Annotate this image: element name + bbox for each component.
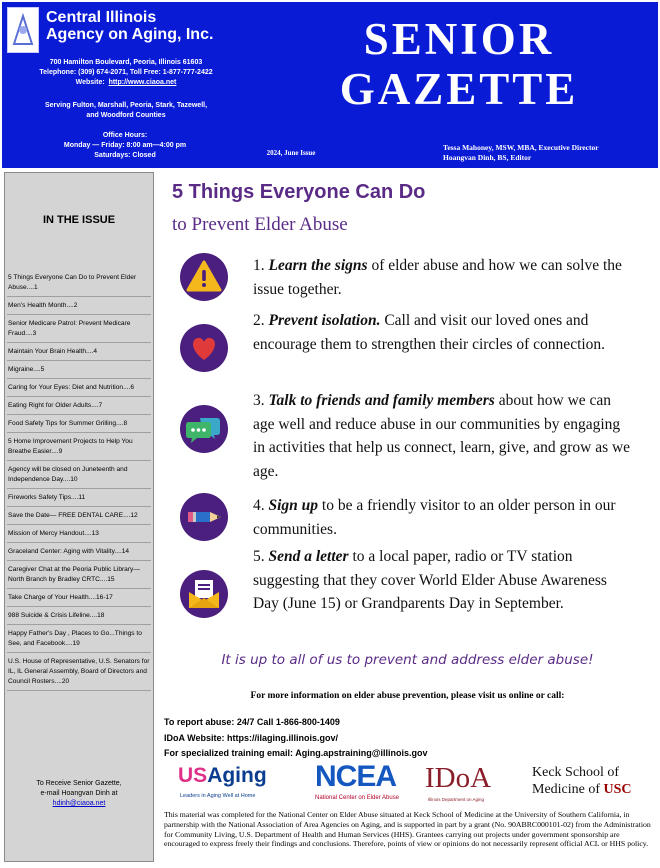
website-label: Website:	[75, 79, 105, 86]
toc-entry-leader: ....	[65, 640, 73, 647]
toc-entry-page: 8	[123, 420, 128, 427]
more-info-line: For more information on elder abuse prevention, please visit us online or call:	[250, 691, 565, 701]
toc-entry-page: 20	[61, 678, 70, 685]
chat-icon	[180, 405, 228, 453]
toc-entry-title: U.S. House of Representative, U.S. Senators for IL, IL General Assembly, Board of Directors and Council Rosters	[8, 658, 150, 685]
tip-5-text: to a local paper, radio or TV station suggesting that they cover World Elder Abuse Awareness Day (June 15) or Grandparents Day in September.	[253, 548, 607, 612]
toc-entry-page: 13	[91, 530, 99, 537]
service-area	[10, 101, 242, 121]
tip-3-number: 3.	[253, 392, 265, 409]
keck-logo-line-2	[532, 782, 632, 798]
office-hours-title: Office Hours:	[102, 132, 148, 139]
training-email-line: For specialized training email: Aging.apstraining@illinois.gov	[164, 748, 428, 758]
toc-entry-leader: ....	[33, 366, 41, 373]
title-line-1: SENIOR	[363, 14, 555, 64]
org-line-1: Central Illinois	[46, 9, 157, 26]
toc-entry-leader: ....	[26, 284, 35, 291]
tip-3	[253, 389, 633, 483]
serving-line-1: Serving Fulton, Marshall, Peoria, Stark, Tazewell,	[44, 102, 208, 109]
website-link[interactable]: http://www.ciaoa.net	[108, 79, 177, 86]
toc-entry-page: 2	[73, 302, 78, 309]
toc-entry-page: 1	[34, 284, 38, 291]
keck-usc: USC	[603, 782, 632, 797]
toc-entry-leader: ....	[91, 402, 99, 409]
article-title: 5 Things Everyone Can Do	[172, 181, 426, 203]
toc-entry-title: Save the Date— FREE DENTAL CARE	[8, 512, 124, 519]
masthead	[2, 2, 658, 168]
org-line-2: Agency on Aging, Inc.	[46, 26, 214, 43]
toc-entry-title: Eating Right for Older Adults	[8, 402, 92, 409]
idoa-subtitle: Illinois Department on Aging	[428, 797, 485, 802]
toc-entry-leader: ....	[66, 302, 74, 309]
partner-logos	[160, 760, 655, 808]
toc-entry-page: 18	[97, 612, 105, 619]
toc-entry[interactable]	[7, 589, 151, 607]
toc-entry-title: 5 Home Improvement Projects to Help You Breathe Easier	[8, 438, 133, 455]
newsletter-title	[260, 14, 658, 114]
toc-entry-page: 12	[130, 512, 138, 519]
toc-entry-page: 6	[130, 384, 135, 391]
toc-entry[interactable]	[7, 343, 151, 361]
office-hours	[4, 131, 246, 161]
tip-3-text: about how we can age well and reduce abuse in our communities by engaging in activities that help us connect, learn, give, and grow as we age.	[253, 392, 631, 480]
tip-4-number: 4.	[253, 497, 265, 514]
toc-entry-page: 4	[93, 348, 98, 355]
street-address: 700 Hamilton Boulevard, Peoria, Illinois 61603	[49, 59, 203, 66]
toc-entry-leader: ....	[114, 548, 122, 555]
article-subtitle: to Prevent Elder Abuse	[172, 214, 348, 235]
toc-entry-page: 3	[32, 330, 37, 337]
toc-entry-leader: ....	[62, 476, 71, 483]
tip-1-emphasis: Learn the signs	[268, 257, 368, 274]
toc-entry-title: Senior Medicare Patrol: Prevent Medicare Fraud	[8, 320, 131, 337]
agency-address	[10, 58, 242, 88]
heart-icon	[180, 324, 228, 372]
usaging-tagline: Leaders in Aging Well at Home	[180, 793, 256, 799]
toc-entry-title: Fireworks Safety Tips	[8, 494, 72, 501]
office-hours-weekday: Monday — Friday: 8:00 am—4:00 pm	[63, 142, 187, 149]
report-abuse-line: To report abuse: 24/7 Call 1-866-800-1409	[164, 717, 340, 727]
toc-entry-page: 14	[121, 548, 130, 555]
toc-entry-title: Graceland Center: Aging with Vitality	[8, 548, 115, 555]
organization-name	[46, 9, 213, 43]
toc-entry[interactable]	[7, 415, 151, 433]
tip-1-text: of elder abuse and how we can solve the issue together.	[253, 257, 622, 298]
toc-entry-leader: ....	[116, 420, 124, 427]
toc-entry[interactable]	[7, 625, 151, 653]
agency-logo	[7, 7, 39, 53]
toc-entry-leader: ....	[51, 448, 59, 455]
toc-entry[interactable]	[7, 397, 151, 415]
usaging-aging: Aging	[207, 764, 267, 787]
ncea-subtitle: National Center on Elder Abuse	[315, 795, 400, 801]
toc-entry[interactable]	[7, 489, 151, 507]
office-hours-saturday: Saturdays: Closed	[94, 152, 156, 159]
toc-entry-leader: ....	[25, 330, 33, 337]
usaging-us: US	[178, 764, 208, 787]
tip-5	[253, 545, 633, 616]
toc-entry-leader: ....	[54, 678, 62, 685]
toc-entry-title: Caregiver Chat at the Peoria Public Library—North Branch by Bradley CRTC	[8, 566, 140, 583]
title-line-2: GAZETTE	[339, 64, 579, 114]
funding-disclaimer: This material was completed for the National Center on Elder Abuse situated at Keck School of Medicine at the University of Southern California, in partnership with the National Association of Area Agencies on Aging, and is supported in part by a grant (No. 90ABRC000101-02) from the Administration for Community Living, U.S. Department of Health and Human Services (HHS). Grantees carrying out projects under government sponsorship are encouraged to express freely their findings and conclusions. Therefore, points of view or opinions do not necessarily represent official ACL or HHS policy.	[164, 810, 651, 849]
toc-entry-title: Take Charge of Your Health	[8, 594, 89, 601]
tip-4	[253, 494, 633, 541]
warning-icon	[180, 253, 228, 301]
toc-entry-title: Mission of Mercy Handout	[8, 530, 85, 537]
toc-entry-page: 9	[58, 448, 63, 455]
staff-editor: Hoangvan Dinh, BS, Editor	[443, 153, 532, 162]
toc-heading: IN THE ISSUE	[42, 214, 116, 226]
toc-entry-title: Men's Health Month	[8, 302, 67, 309]
toc-entry-leader: ....	[89, 612, 98, 619]
subscribe-info	[5, 779, 153, 809]
toc-entry-page: 11	[78, 494, 86, 501]
toc-entry-leader: ....	[71, 494, 79, 501]
tip-5-number: 5.	[253, 548, 265, 565]
envelope-icon	[180, 570, 228, 618]
toc-entry[interactable]	[7, 653, 151, 691]
toc-entry-title: Food Safety Tips for Summer Grilling	[8, 420, 117, 427]
toc-entry-leader: ....	[123, 512, 131, 519]
toc-entry[interactable]	[7, 525, 151, 543]
subscribe-line-1: To Receive Senior Gazette,	[36, 780, 122, 787]
tip-2-emphasis: Prevent isolation.	[268, 312, 381, 329]
tip-2-text: Call and visit our loved ones and encourage them to strengthen their circles of connection.	[253, 312, 606, 353]
subscribe-line-2: e-mail Hoangvan Dinh at	[40, 790, 118, 797]
toc-entry-page: 5	[40, 366, 45, 373]
tip-5-emphasis: Send a letter	[268, 548, 349, 565]
toc-entry-leader: ....	[123, 384, 131, 391]
toc-entry[interactable]	[7, 543, 151, 561]
toc-entry-leader: ....	[99, 576, 108, 583]
serving-line-2: and Woodford Counties	[86, 112, 166, 119]
toc-entry[interactable]	[7, 461, 151, 489]
keck-logo-line-1: Keck School of	[532, 765, 620, 780]
issue-date: 2024, June Issue	[266, 149, 316, 157]
table-of-contents-sidebar	[4, 172, 154, 862]
toc-entry-page: 16-17	[95, 594, 113, 601]
editor-email-link[interactable]: hdinh@ciaoa.net	[52, 800, 106, 807]
toc-entry[interactable]	[7, 379, 151, 397]
toc-entry-title: Happy Father's Day , Places to Go...Things to See, and Facebook	[8, 630, 142, 647]
tip-2-number: 2.	[253, 312, 265, 329]
tip-2	[253, 309, 633, 356]
tip-1-number: 1.	[253, 257, 265, 274]
toc-entry-title: Caring for Your Eyes: Diet and Nutrition	[8, 384, 124, 391]
toc-entry[interactable]	[7, 433, 151, 461]
toc-list	[7, 269, 151, 691]
toc-entry-title: Agency will be closed on Juneteenth and Independence Day	[8, 466, 128, 483]
ncea-logo: NCEA	[315, 760, 397, 793]
toc-entry-title: Migraine	[8, 366, 34, 373]
toc-entry-page: 15	[107, 576, 115, 583]
toc-entry-leader: ....	[86, 348, 94, 355]
telephone: Telephone: (309) 674-2071, Toll Free: 1-877-777-2422	[39, 69, 213, 76]
tip-3-emphasis: Talk to friends and family members	[268, 392, 495, 409]
toc-entry-page: 19	[72, 640, 80, 647]
toc-entry[interactable]	[7, 361, 151, 379]
toc-entry-page: 10	[70, 476, 78, 483]
toc-entry[interactable]	[7, 607, 151, 625]
toc-entry-title: 988 Suicide & Crisis Lifeline	[8, 612, 90, 619]
tip-1	[253, 254, 633, 301]
toc-entry[interactable]	[7, 507, 151, 525]
toc-entry[interactable]	[7, 561, 151, 589]
toc-entry-leader: ....	[88, 594, 96, 601]
idoa-logo: IDoA	[425, 762, 492, 794]
usaging-logo	[178, 764, 267, 788]
toc-entry[interactable]	[7, 269, 151, 297]
toc-entry-page: 7	[98, 402, 103, 409]
idoa-website-line: IDoA Website: https://ilaging.illinois.gov/	[164, 733, 339, 743]
pencil-icon	[180, 493, 228, 541]
toc-entry-title: Maintain Your Brain Health	[8, 348, 87, 355]
toc-entry[interactable]	[7, 297, 151, 315]
tip-4-text: to be a friendly visitor to an older person in our communities.	[253, 497, 616, 538]
staff-credits	[443, 143, 599, 163]
toc-entry-leader: ....	[84, 530, 92, 537]
toc-entry[interactable]	[7, 315, 151, 343]
toc-entry-title: 5 Things Everyone Can Do to Prevent Elder Abuse	[8, 274, 137, 291]
website-line	[10, 78, 242, 88]
tip-4-emphasis: Sign up	[268, 497, 319, 514]
keck-medicine: Medicine of	[532, 782, 604, 797]
staff-director: Tessa Mahoney, MSW, MBA, Executive Director	[443, 143, 599, 152]
call-to-action: It is up to all of us to prevent and address elder abuse!	[221, 652, 594, 668]
